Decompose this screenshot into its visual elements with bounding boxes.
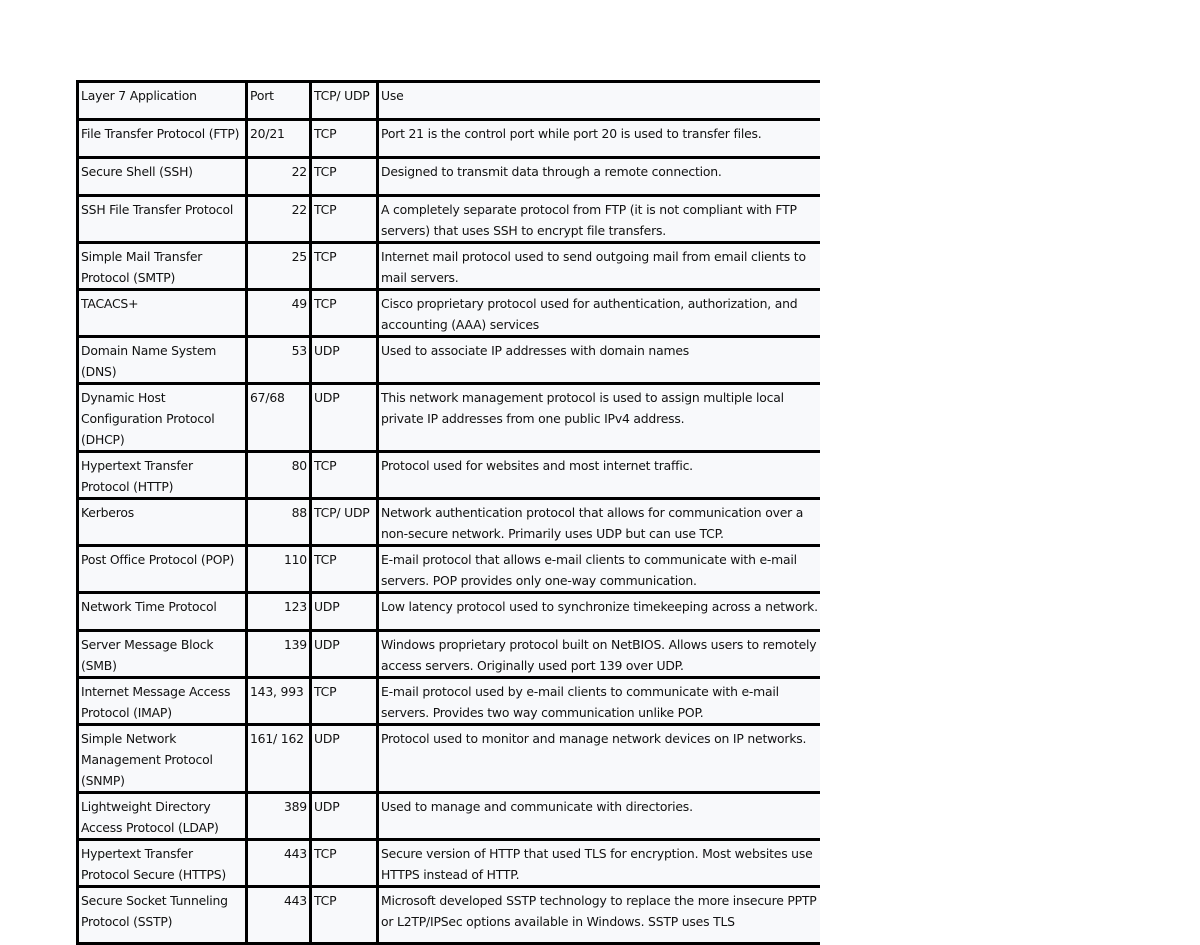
- header-application: Layer 7 Application: [78, 82, 247, 120]
- table-body: [78, 120, 820, 944]
- application-cell: File Transfer Protocol (FTP): [78, 120, 247, 158]
- application-cell: Hypertext Transfer Protocol (HTTP): [78, 452, 247, 499]
- use-cell: Protocol used for websites and most internet traffic.: [378, 452, 820, 499]
- port-cell: 20/21: [247, 120, 311, 158]
- table-row: [78, 290, 820, 337]
- protocol-cell: UDP: [311, 593, 378, 631]
- table-row: [78, 196, 820, 243]
- port-cell: 123: [247, 593, 311, 631]
- use-cell: E-mail protocol that allows e-mail clients to communicate with e-mail servers. POP provides only one-way communication.: [378, 546, 820, 593]
- port-cell: 22: [247, 158, 311, 196]
- use-cell: Protocol used to monitor and manage network devices on IP networks.: [378, 725, 820, 793]
- protocol-cell: TCP: [311, 290, 378, 337]
- application-cell: Dynamic Host Configuration Protocol (DHCP): [78, 384, 247, 452]
- table-row: [78, 243, 820, 290]
- application-cell: Lightweight Directory Access Protocol (LDAP): [78, 793, 247, 840]
- table-row: [78, 337, 820, 384]
- table-row: [78, 793, 820, 840]
- table-row: [78, 120, 820, 158]
- use-cell: Secure version of HTTP that used TLS for encryption. Most websites use HTTPS instead of HTTP.: [378, 840, 820, 887]
- use-cell: Cisco proprietary protocol used for authentication, authorization, and accounting (AAA) services: [378, 290, 820, 337]
- use-cell: E-mail protocol used by e-mail clients to communicate with e-mail servers. Provides two way communication unlike POP.: [378, 678, 820, 725]
- application-cell: Kerberos: [78, 499, 247, 546]
- table-row: [78, 452, 820, 499]
- port-cell: 110: [247, 546, 311, 593]
- protocol-cell: UDP: [311, 631, 378, 678]
- port-cell: 49: [247, 290, 311, 337]
- application-cell: Secure Shell (SSH): [78, 158, 247, 196]
- use-cell: Internet mail protocol used to send outgoing mail from email clients to mail servers.: [378, 243, 820, 290]
- table-row: [78, 499, 820, 546]
- port-cell: 389: [247, 793, 311, 840]
- protocol-cell: UDP: [311, 725, 378, 793]
- use-cell: Windows proprietary protocol built on NetBIOS. Allows users to remotely access servers. Originally used port 139 over UDP.: [378, 631, 820, 678]
- use-cell: Designed to transmit data through a remote connection.: [378, 158, 820, 196]
- port-cell: 53: [247, 337, 311, 384]
- use-cell: Used to manage and communicate with directories.: [378, 793, 820, 840]
- application-cell: Network Time Protocol: [78, 593, 247, 631]
- use-cell: Network authentication protocol that allows for communication over a non-secure network. Primarily uses UDP but can use TCP.: [378, 499, 820, 546]
- protocol-cell: TCP: [311, 678, 378, 725]
- use-cell: Low latency protocol used to synchronize timekeeping across a network.: [378, 593, 820, 631]
- application-cell: Simple Mail Transfer Protocol (SMTP): [78, 243, 247, 290]
- application-cell: Internet Message Access Protocol (IMAP): [78, 678, 247, 725]
- table-row: [78, 725, 820, 793]
- application-cell: Server Message Block (SMB): [78, 631, 247, 678]
- protocol-cell: TCP: [311, 120, 378, 158]
- protocol-cell: TCP: [311, 243, 378, 290]
- header-protocol: TCP/ UDP: [311, 82, 378, 120]
- protocol-cell: UDP: [311, 384, 378, 452]
- port-cell: 139: [247, 631, 311, 678]
- protocol-port-table: [76, 80, 820, 945]
- table-row: [78, 631, 820, 678]
- use-cell: A completely separate protocol from FTP (it is not compliant with FTP servers) that uses SSH to encrypt file transfers.: [378, 196, 820, 243]
- port-cell: 22: [247, 196, 311, 243]
- port-cell: 443: [247, 887, 311, 944]
- table-row: [78, 678, 820, 725]
- protocol-cell: TCP: [311, 158, 378, 196]
- application-cell: Post Office Protocol (POP): [78, 546, 247, 593]
- header-row: [78, 82, 820, 120]
- application-cell: Secure Socket Tunneling Protocol (SSTP): [78, 887, 247, 944]
- application-cell: Simple Network Management Protocol (SNMP): [78, 725, 247, 793]
- port-cell: 161/ 162: [247, 725, 311, 793]
- table-row: [78, 158, 820, 196]
- application-cell: Hypertext Transfer Protocol Secure (HTTPS): [78, 840, 247, 887]
- port-cell: 143, 993: [247, 678, 311, 725]
- application-cell: Domain Name System (DNS): [78, 337, 247, 384]
- port-cell: 67/68: [247, 384, 311, 452]
- header-port: Port: [247, 82, 311, 120]
- table-row: [78, 384, 820, 452]
- use-cell: Port 21 is the control port while port 20 is used to transfer files.: [378, 120, 820, 158]
- protocol-cell: TCP: [311, 840, 378, 887]
- port-cell: 80: [247, 452, 311, 499]
- use-cell: Microsoft developed SSTP technology to replace the more insecure PPTP or L2TP/IPSec options available in Windows. SSTP uses TLS: [378, 887, 820, 944]
- port-cell: 443: [247, 840, 311, 887]
- protocol-cell: TCP/ UDP: [311, 499, 378, 546]
- protocol-cell: UDP: [311, 337, 378, 384]
- port-cell: 25: [247, 243, 311, 290]
- table-row: [78, 546, 820, 593]
- protocol-cell: TCP: [311, 196, 378, 243]
- protocol-cell: TCP: [311, 452, 378, 499]
- header-use: Use: [378, 82, 820, 120]
- protocol-cell: TCP: [311, 887, 378, 944]
- application-cell: TACACS+: [78, 290, 247, 337]
- application-cell: SSH File Transfer Protocol: [78, 196, 247, 243]
- table-row: [78, 593, 820, 631]
- port-cell: 88: [247, 499, 311, 546]
- table-row: [78, 840, 820, 887]
- protocol-cell: UDP: [311, 793, 378, 840]
- table-row: [78, 887, 820, 944]
- use-cell: This network management protocol is used to assign multiple local private IP addresses from one public IPv4 address.: [378, 384, 820, 452]
- protocol-cell: TCP: [311, 546, 378, 593]
- use-cell: Used to associate IP addresses with domain names: [378, 337, 820, 384]
